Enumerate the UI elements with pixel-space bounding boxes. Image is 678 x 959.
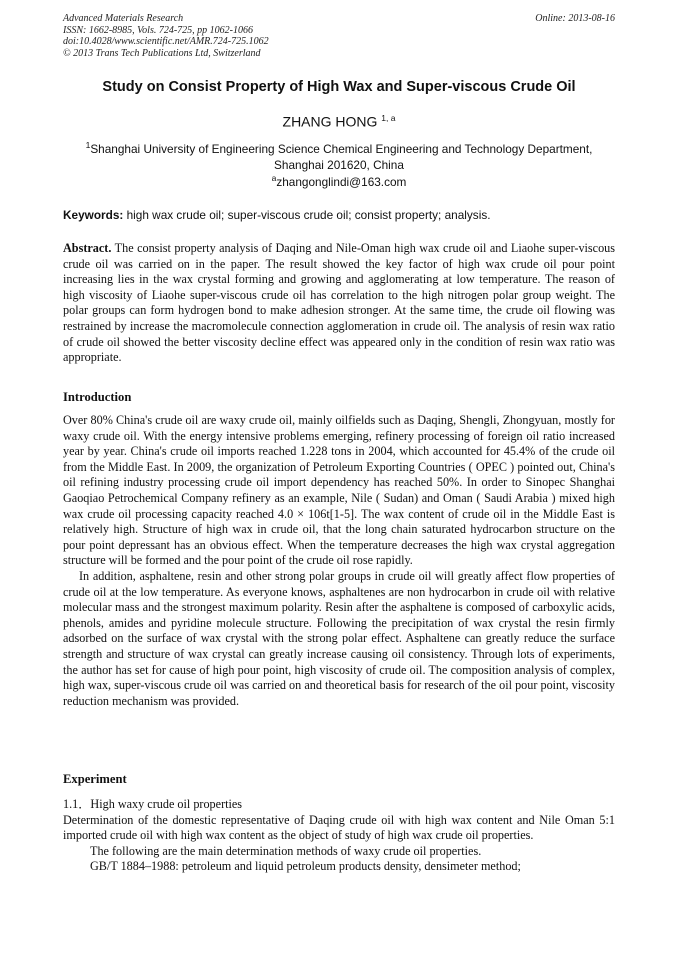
keywords-text: high wax crude oil; super-viscous crude oil; consist property; analysis. xyxy=(126,208,491,222)
journal-header xyxy=(63,13,615,59)
affiliation-superscript: 1 xyxy=(85,140,91,150)
experiment-paragraph-1: Determination of the domestic representative of Daqing crude oil with high wax content and Nile Oman 5:1 imported crude oil with high wax content as the object of study of high wax crude oil properties. xyxy=(63,812,615,843)
email-superscript: a xyxy=(271,173,277,183)
abstract xyxy=(63,241,615,366)
issn-line: ISSN: 1662-8985, Vols. 724-725, pp 1062-1066 xyxy=(63,24,253,36)
introduction-body xyxy=(63,413,615,709)
paper-title: Study on Consist Property of High Wax and Super-viscous Crude Oil xyxy=(102,79,576,95)
introduction-paragraph-1: Over 80% China's crude oil are waxy crude oil, mainly oilfields such as Daqing, Shengli, Zhongyuan, mostly for waxy crude oil. With the energy intensive problems emerging, refinery processing of foreign oil ratio increased year by year. China's crude oil imports reached 1.228 tons in 2004, which accounted for 45.4% of the crude oil from the Middle East. In 2009, the organization of Petroleum Exporting Countries ( OPEC ) pointed out, China's oil refining industry processing crude oil import dependency has reached 50%. In order to Sinopec Shanghai Gaoqiao Petrochemical Company refinery as an example, Nile ( Sudan) and Oman ( Saudi Arabia ) mixed high wax crude oil processing capacity reached 4.0 × 106t[1-5]. The wax content of crude oil in the Middle East is relatively high. Structure of high wax in crude oil, that the long chain saturated hydrocarbon structure on the pour point depressant has an obvious effect. When the temperature decreases the high wax crystal aggregation structure will be formed and the pour point of the crude oil rose rapidly. xyxy=(63,413,615,568)
experiment-body xyxy=(63,797,615,875)
email-line xyxy=(40,173,638,189)
experiment-heading: Experiment xyxy=(63,772,127,786)
experiment-paragraph-2: The following are the main determination methods of waxy crude oil properties. xyxy=(90,843,482,858)
doi-line: doi:10.4028/www.scientific.net/AMR.724-725.1062 xyxy=(63,36,269,47)
keywords xyxy=(63,208,615,222)
affiliation-line-1: Shanghai University of Engineering Science Chemical Engineering and Technology Department, xyxy=(90,141,593,156)
abstract-label: Abstract. xyxy=(63,241,112,255)
copyright-line: © 2013 Trans Tech Publications Ltd, Switzerland xyxy=(63,47,261,59)
affiliation-line-2: Shanghai 201620, China xyxy=(274,157,404,172)
author-line xyxy=(40,113,638,130)
subsection-heading: 1.1．High waxy crude oil properties xyxy=(63,797,243,811)
email-address: zhangonglindi@163.com xyxy=(276,174,407,189)
introduction-paragraph-2: In addition, asphaltene, resin and other strong polar groups in crude oil will greatly affect flow properties of crude oil at the low temperature. As everyone knows, asphaltenes are non hydrocarbon in crude oil with relative molecular mass and the strongest maximum polarity. Resin after the asphaltene is composed of carboxylic acids, phenols, amides and pyridine molecule structure. Following the precipitation of wax crystal the resin firmly adsorbed on the surface of wax crystal with the strong polar effect. Asphaltene can greatly reduce the surface strength and structure of wax crystal can greatly increase causing oil consistency. Through lots of experiments, the author has set for cause of high pour point, high viscosity of crude oil. The composition analysis of complex, high wax, super-viscous crude oil was carried on and theoretical basis for research of the oil pour point, viscosity reduction mechanism was provided. xyxy=(63,568,615,708)
author-superscript: 1, a xyxy=(381,113,396,123)
keywords-label: Keywords: xyxy=(63,208,124,222)
experiment-paragraph-3: GB/T 1884–1988: petroleum and liquid petroleum products density, densimeter method; xyxy=(90,859,521,874)
introduction-heading: Introduction xyxy=(63,390,132,404)
journal-name: Advanced Materials Research xyxy=(63,13,184,24)
abstract-text: The consist property analysis of Daqing and Nile-Oman high wax crude oil and Liaohe super-viscous crude oil was carried on in the paper. The result showed the key factor of high wax crude oil pour point increasing lies in the wax crystal forming and growing and agglomerating at low temperature. The reason of high viscosity of Liaohe super-viscous crude oil has correlation to the high nitrogen polar group weight. The polar groups can form hydrogen bond to make adhesion stronger. At the same time, the crude oil flowing was restrained by increase the macromolecule connection agglomeration in crude oil. The analysis of resin wax ratio of crude oil showed the better viscosity decline effect was appeared only in the condition of resin wax ratio was appropriate. xyxy=(63,241,616,365)
affiliation xyxy=(63,137,615,173)
author-name: ZHANG HONG xyxy=(282,113,378,130)
online-date: Online: 2013-08-16 xyxy=(535,13,615,24)
